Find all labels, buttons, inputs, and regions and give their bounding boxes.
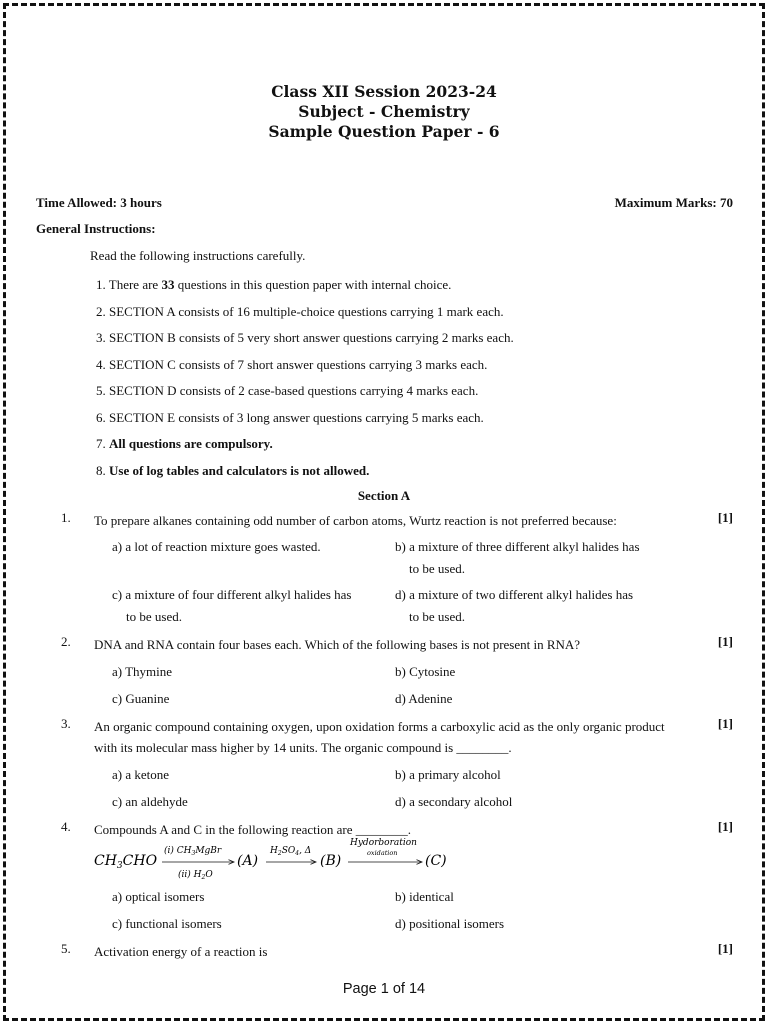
question-text: Activation energy of a reaction is bbox=[94, 944, 268, 959]
option-a: a) a lot of reaction mixture goes wasted. bbox=[112, 539, 321, 554]
option-c: c) Guanine bbox=[112, 691, 170, 706]
instruction-item: 6. SECTION E consists of 3 long answer questions carrying 5 marks each. bbox=[96, 409, 484, 425]
step1-reagent-bottom: (ii) $H_2O$ bbox=[178, 870, 213, 881]
option-b: b) a primary alcohol bbox=[395, 767, 501, 782]
step3-reagent-top: Hydorboration bbox=[350, 838, 417, 848]
option-c: c) a mixture of four different alkyl halides has to be used. bbox=[112, 587, 352, 624]
option-b: b) identical bbox=[395, 889, 454, 904]
question-text: To prepare alkanes containing odd number of carbon atoms, Wurtz reaction is not preferred because: bbox=[94, 513, 617, 528]
question-number: 5. bbox=[61, 941, 71, 956]
header-subject: Subject - Chemistry bbox=[298, 102, 470, 121]
instruction-item: 1. There are 33 questions in this question paper with internal choice. bbox=[96, 277, 452, 292]
question-text: DNA and RNA contain four bases each. Which of the following bases is not present in RNA? bbox=[94, 637, 581, 652]
general-instructions-title: General Instructions: bbox=[36, 221, 156, 236]
page-footer: Page 1 of 14 bbox=[342, 981, 426, 997]
option-d: d) positional isomers bbox=[395, 916, 505, 931]
option-a: a) a ketone bbox=[112, 767, 170, 782]
question-marks: [1] bbox=[717, 819, 733, 834]
instruction-item: 8. Use of log tables and calculators is not allowed. bbox=[96, 462, 370, 478]
question-marks: [1] bbox=[717, 941, 733, 956]
question-text: An organic compound containing oxygen, upon oxidation forms a carboxylic acid as the only organic product with its molecular mass higher by 14 units. The organic compound is ________. bbox=[94, 719, 665, 755]
instruction-item: 4. SECTION C consists of 7 short answer questions carrying 3 marks each. bbox=[96, 356, 488, 372]
reaction-scheme bbox=[94, 835, 454, 881]
option-a: a) Thymine bbox=[112, 664, 173, 679]
compound-a: (A) bbox=[237, 853, 259, 869]
read-instructions-line: Read the following instructions carefully. bbox=[90, 248, 306, 263]
exam-meta bbox=[36, 195, 733, 211]
question-text: Compounds A and C in the following reaction are ________. bbox=[94, 822, 412, 837]
option-a: a) optical isomers bbox=[112, 889, 205, 904]
option-b: b) Cytosine bbox=[395, 664, 456, 679]
step3-reagent-small: oxidation bbox=[367, 849, 398, 857]
question-number: 4. bbox=[61, 819, 71, 834]
instruction-item: 3. SECTION B consists of 5 very short answer questions carrying 2 marks each. bbox=[96, 330, 514, 345]
question-marks: [1] bbox=[717, 716, 733, 731]
question-marks: [1] bbox=[717, 634, 733, 649]
question-number: 1. bbox=[61, 510, 71, 525]
step2-reagent-top: $H_2SO_4$, Δ bbox=[270, 846, 312, 857]
reactant-text: $CH_3CHO$ bbox=[94, 853, 158, 871]
option-d: d) a mixture of two different alkyl halides has to be used. bbox=[395, 587, 634, 624]
maximum-marks: Maximum Marks: 70 bbox=[614, 195, 733, 210]
question-number: 3. bbox=[61, 716, 71, 731]
instruction-item: 2. SECTION A consists of 16 multiple-choice questions carrying 1 mark each. bbox=[96, 303, 504, 319]
option-b: b) a mixture of three different alkyl halides has to be used. bbox=[395, 539, 640, 576]
option-d: d) Adenine bbox=[395, 691, 453, 706]
question-marks: [1] bbox=[717, 510, 733, 525]
question-number: 2. bbox=[61, 634, 71, 649]
header-class-session: Class XII Session 2023-24 bbox=[271, 82, 497, 101]
instruction-item: 7. All questions are compulsory. bbox=[96, 436, 273, 451]
option-d: d) a secondary alcohol bbox=[395, 794, 513, 809]
section-a-title: Section A bbox=[357, 488, 411, 503]
header-paper-title: Sample Question Paper - 6 bbox=[268, 122, 500, 141]
compound-b: (B) bbox=[320, 853, 342, 869]
option-c: c) an aldehyde bbox=[112, 794, 188, 809]
option-c: c) functional isomers bbox=[112, 916, 222, 931]
instructions-list bbox=[96, 277, 514, 489]
instruction-item: 5. SECTION D consists of 2 case-based questions carrying 4 marks each. bbox=[96, 383, 479, 398]
compound-c: (C) bbox=[425, 853, 447, 869]
time-allowed: Time Allowed: 3 hours bbox=[36, 195, 162, 210]
step1-reagent-top: (i) $CH_3MgBr$ bbox=[164, 846, 222, 857]
paper-header bbox=[0, 82, 768, 142]
